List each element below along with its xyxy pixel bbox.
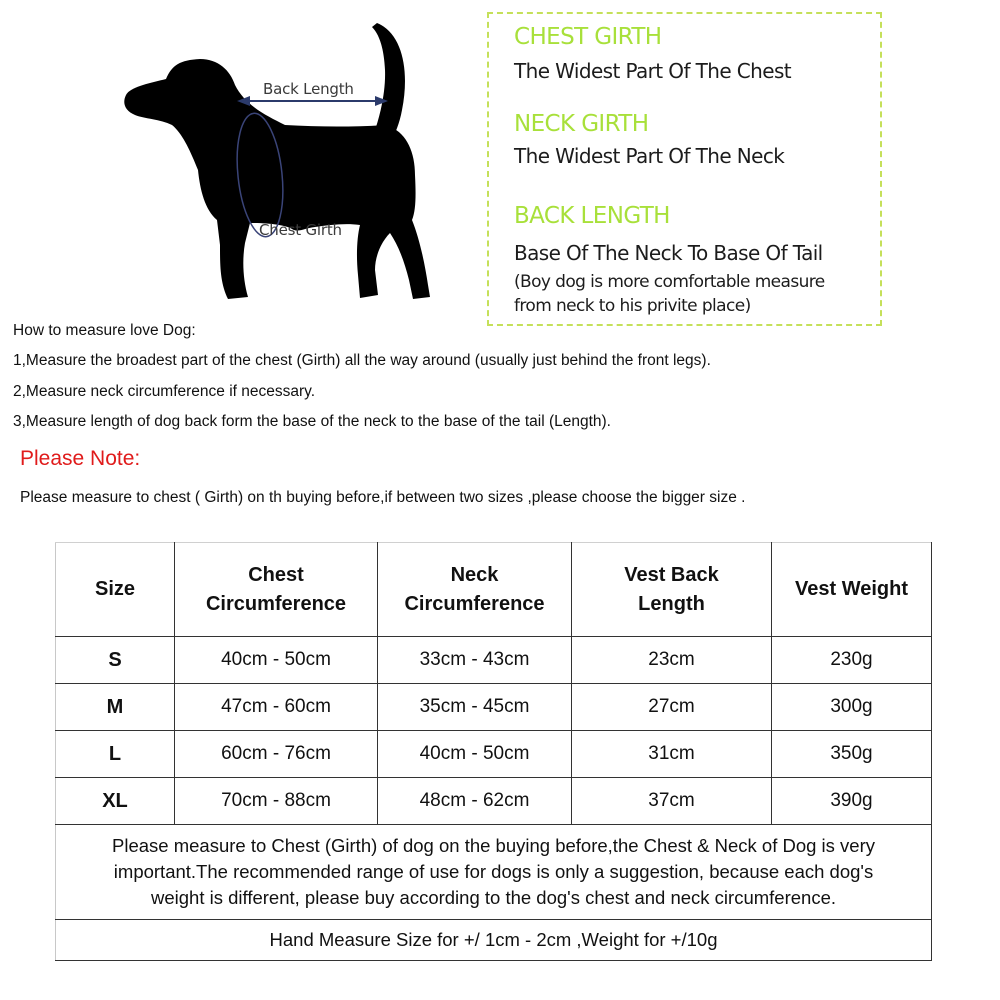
measurement-definitions-box bbox=[487, 12, 882, 326]
weight-cell: 230g bbox=[772, 637, 932, 684]
neck-girth-heading: NECK GIRTH bbox=[514, 111, 649, 137]
back-length-label: Back Length bbox=[263, 80, 354, 98]
weight-cell: 350g bbox=[772, 731, 932, 778]
table-row bbox=[56, 684, 932, 731]
measurement-tolerance-note: Hand Measure Size for +/ 1cm - 2cm ,Weight for +/10g bbox=[56, 920, 932, 961]
header-vest-back-length: Vest Back Length bbox=[572, 543, 772, 637]
back-length-cell: 37cm bbox=[572, 778, 772, 825]
please-note-title: Please Note: bbox=[20, 447, 141, 470]
back-length-description: Base Of The Neck To Base Of Tail bbox=[514, 241, 823, 265]
header-chest-circumference: Chest Circumference bbox=[175, 543, 378, 637]
weight-cell: 300g bbox=[772, 684, 932, 731]
size-cell: M bbox=[56, 684, 175, 731]
chest-cell: 40cm - 50cm bbox=[175, 637, 378, 684]
neck-cell: 33cm - 43cm bbox=[378, 637, 572, 684]
header-neck-circumference: Neck Circumference bbox=[378, 543, 572, 637]
size-chart-table bbox=[55, 542, 932, 961]
table-note-row bbox=[56, 825, 932, 920]
chest-cell: 47cm - 60cm bbox=[175, 684, 378, 731]
back-length-note-line2: from neck to his privite place) bbox=[514, 296, 751, 316]
table-row bbox=[56, 778, 932, 825]
back-length-heading: BACK LENGTH bbox=[514, 203, 670, 229]
instruction-step-3: 3,Measure length of dog back form the base of the neck to the base of the tail (Length). bbox=[13, 413, 611, 430]
neck-cell: 48cm - 62cm bbox=[378, 778, 572, 825]
instructions-title: How to measure love Dog: bbox=[13, 322, 196, 339]
back-length-cell: 31cm bbox=[572, 731, 772, 778]
instruction-step-1: 1,Measure the broadest part of the chest (Girth) all the way around (usually just behind the front legs). bbox=[13, 352, 711, 369]
neck-cell: 35cm - 45cm bbox=[378, 684, 572, 731]
please-note-text: Please measure to chest ( Girth) on th buying before,if between two sizes ,please choose the bigger size . bbox=[20, 489, 746, 506]
header-vest-weight: Vest Weight bbox=[772, 543, 932, 637]
header-size: Size bbox=[56, 543, 175, 637]
back-length-note-line1: (Boy dog is more comfortable measure bbox=[514, 272, 825, 292]
weight-cell: 390g bbox=[772, 778, 932, 825]
back-length-cell: 27cm bbox=[572, 684, 772, 731]
chest-girth-heading: CHEST GIRTH bbox=[514, 24, 662, 50]
instruction-step-2: 2,Measure neck circumference if necessary. bbox=[13, 383, 316, 400]
table-row bbox=[56, 731, 932, 778]
table-header-row bbox=[56, 543, 932, 637]
back-length-cell: 23cm bbox=[572, 637, 772, 684]
dog-silhouette-icon bbox=[120, 15, 450, 305]
chest-cell: 70cm - 88cm bbox=[175, 778, 378, 825]
dog-measurement-illustration bbox=[120, 15, 450, 305]
size-cell: XL bbox=[56, 778, 175, 825]
sizing-advice-note: Please measure to Chest (Girth) of dog on the buying before,the Chest & Neck of Dog is very important.The recommended range of use for dogs is only a suggestion, because each dog's weight is different, please buy according to the dog's chest and neck circumference. bbox=[56, 825, 932, 920]
size-cell: S bbox=[56, 637, 175, 684]
chest-girth-label: Chest Girth bbox=[259, 221, 342, 239]
size-cell: L bbox=[56, 731, 175, 778]
chest-girth-description: The Widest Part Of The Chest bbox=[514, 59, 792, 83]
table-tolerance-row bbox=[56, 920, 932, 961]
neck-cell: 40cm - 50cm bbox=[378, 731, 572, 778]
chest-cell: 60cm - 76cm bbox=[175, 731, 378, 778]
neck-girth-description: The Widest Part Of The Neck bbox=[514, 144, 785, 168]
table-row bbox=[56, 637, 932, 684]
